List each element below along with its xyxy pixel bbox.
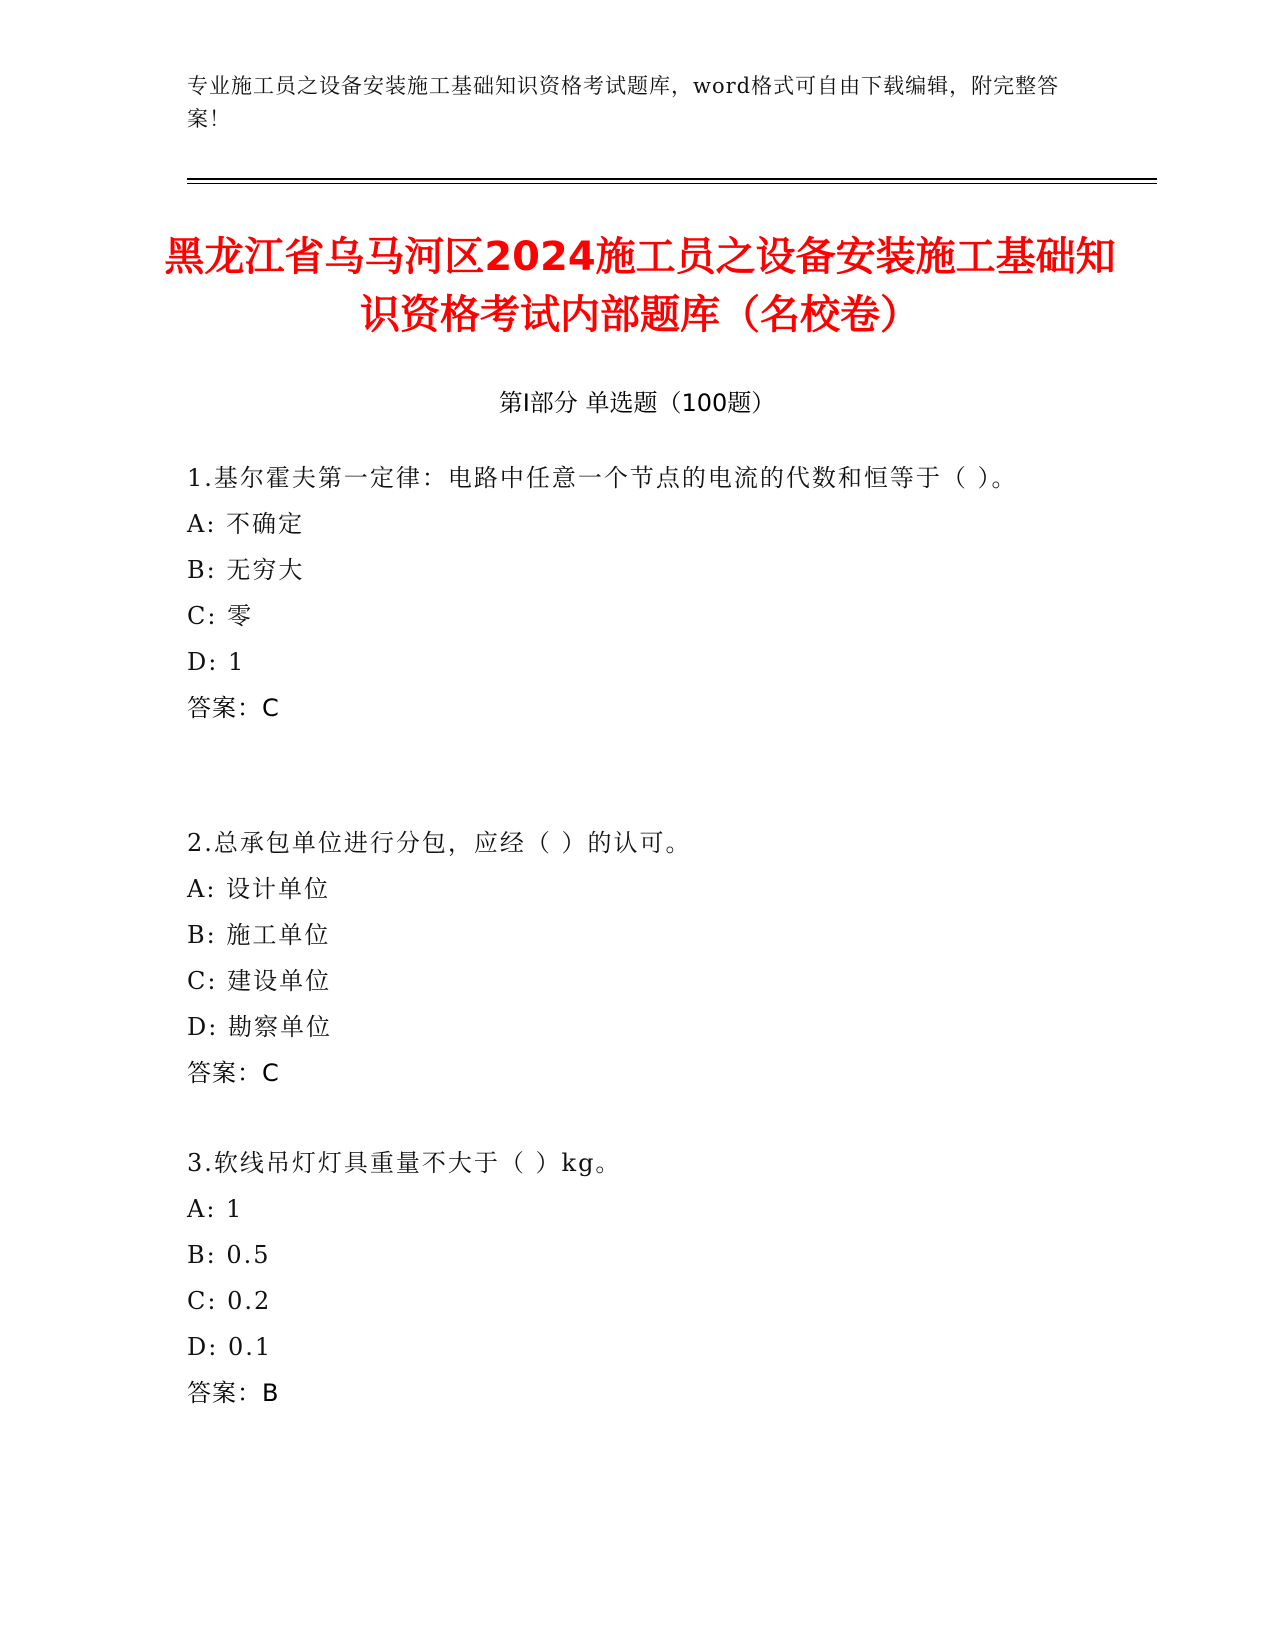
question-stem: 3.软线吊灯灯具重量不大于（ ）kg。 — [187, 1149, 622, 1177]
header-divider-thin — [187, 183, 1157, 184]
option-a: A: 不确定 — [187, 510, 305, 538]
option-b: B: 无穷大 — [187, 556, 305, 584]
header-divider-thick — [187, 178, 1157, 180]
header-note: 专业施工员之设备安装施工基础知识资格考试题库，word格式可自由下载编辑，附完整答案！ — [187, 74, 1060, 131]
answer: 答案：C — [187, 1059, 280, 1087]
question-1 — [187, 455, 1067, 731]
option-a: A: 设计单位 — [187, 875, 331, 903]
section-title: 第I部分 单选题（100题） — [498, 389, 776, 417]
question-stem: 1.基尔霍夫第一定律：电路中任意一个节点的电流的代数和恒等于（ ）。 — [187, 464, 1018, 492]
answer: 答案：C — [187, 694, 280, 722]
option-d: D: 0.1 — [187, 1333, 273, 1361]
option-a: A: 1 — [187, 1195, 244, 1223]
option-c: C: 0.2 — [187, 1287, 272, 1315]
option-c: C: 建设单位 — [187, 967, 332, 995]
question-stem: 2.总承包单位进行分包，应经（ ）的认可。 — [187, 829, 692, 857]
option-d: D: 勘察单位 — [187, 1013, 332, 1041]
option-c: C: 零 — [187, 602, 254, 630]
document-title: 黑龙江省乌马河区2024施工员之设备安装施工基础知识资格考试内部题库（名校卷） — [164, 234, 1116, 338]
question-2 — [187, 820, 1067, 1096]
option-d: D: 1 — [187, 648, 246, 676]
question-3 — [187, 1140, 1067, 1416]
answer: 答案：B — [187, 1379, 280, 1407]
option-b: B: 0.5 — [187, 1241, 271, 1269]
option-b: B: 施工单位 — [187, 921, 331, 949]
